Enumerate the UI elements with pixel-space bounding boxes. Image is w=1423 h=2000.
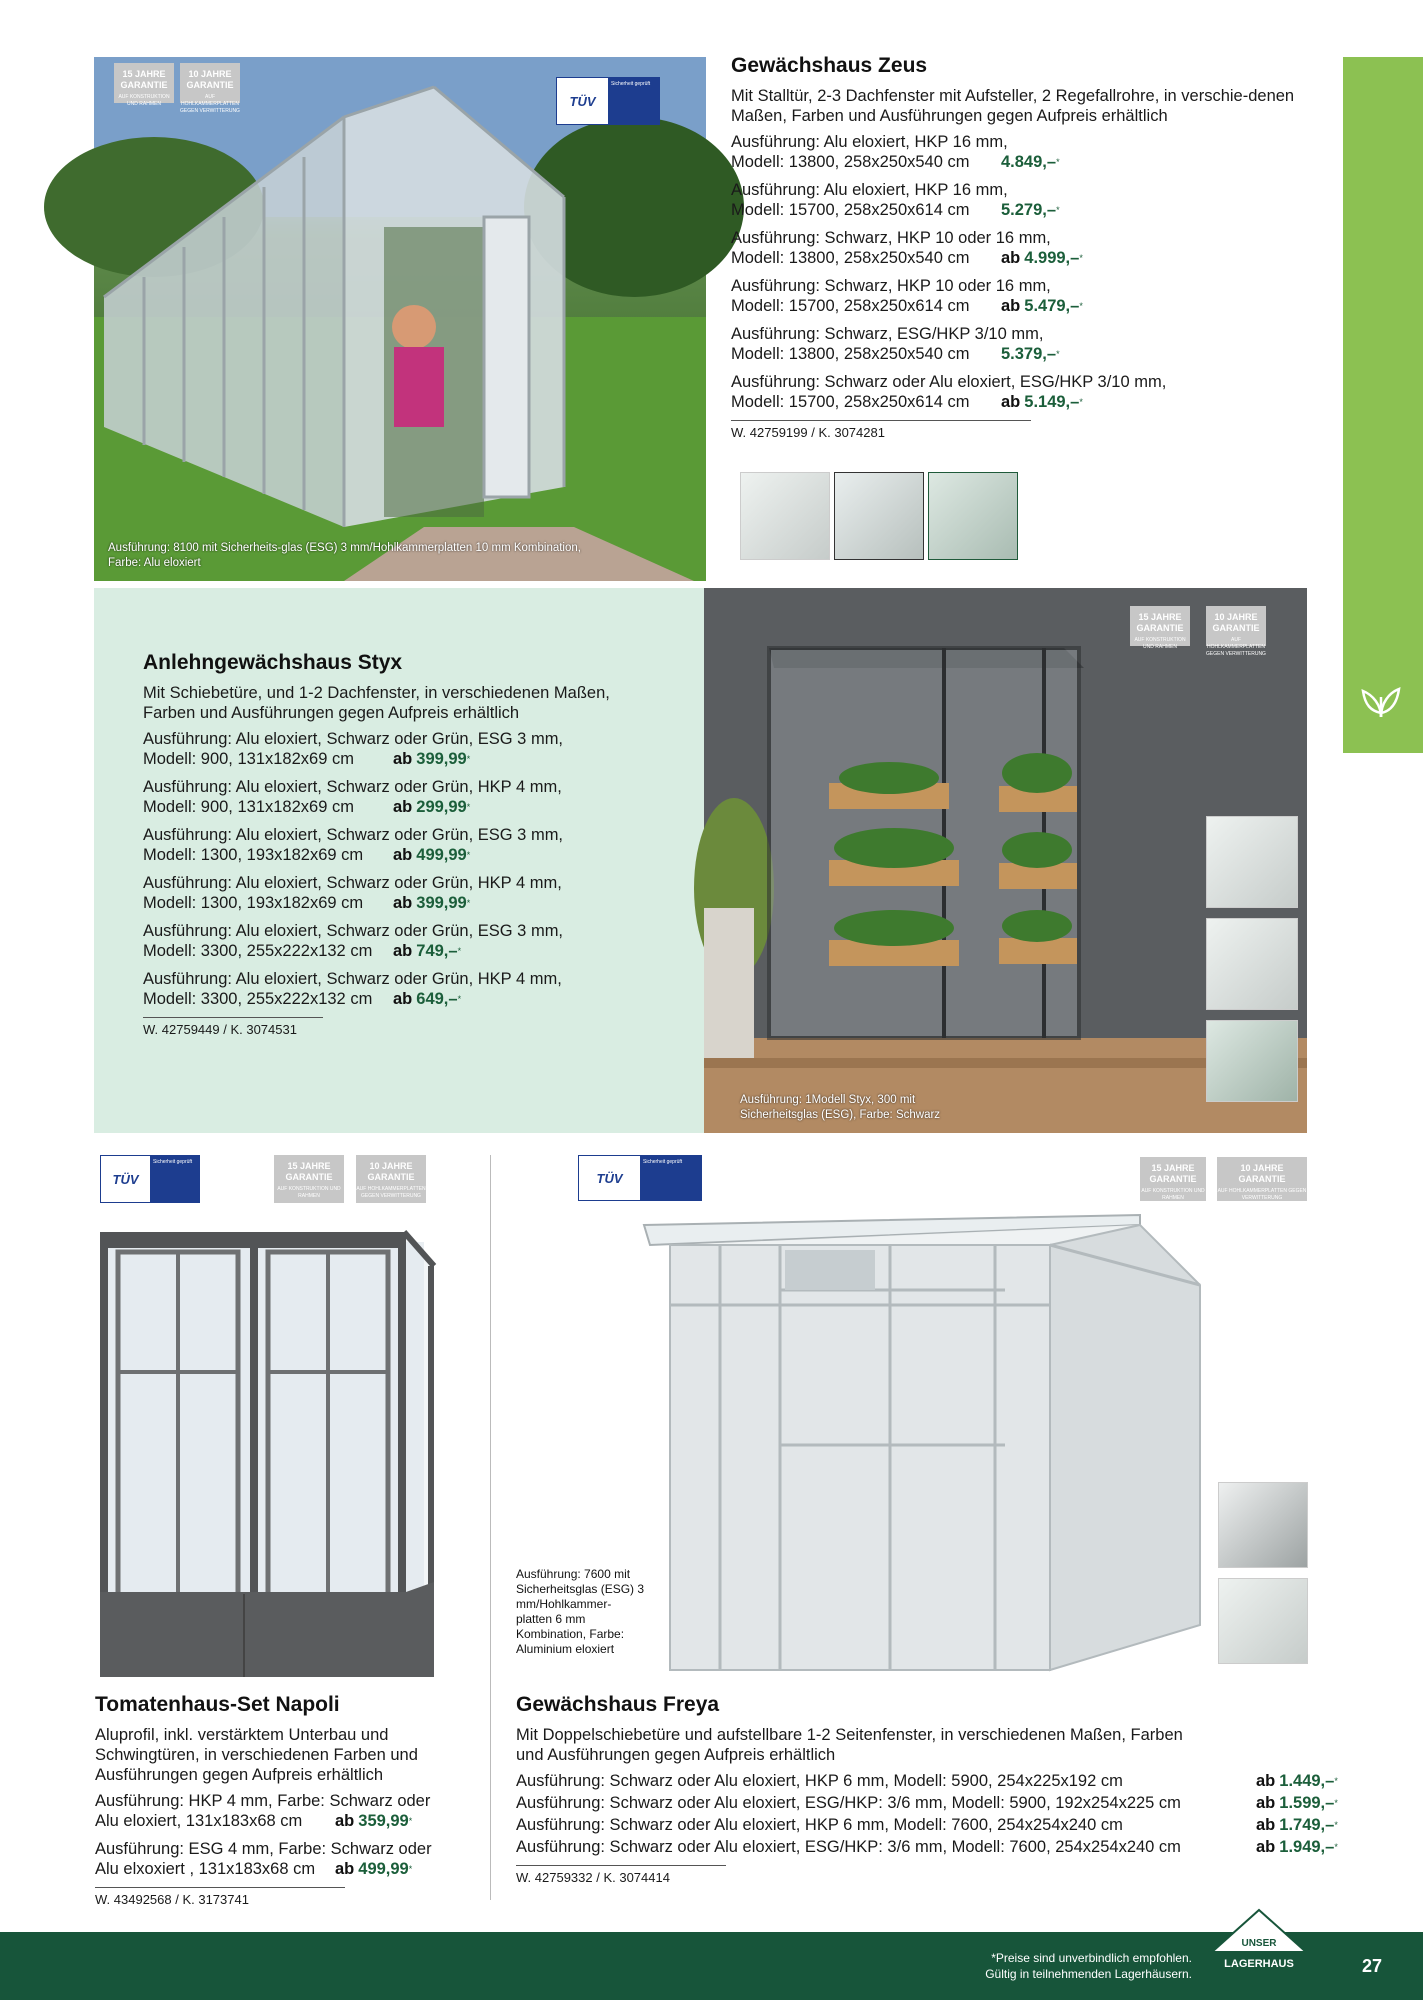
guarantee-15-badge: 15 JAHRE GARANTIE AUF KONSTRUKTION UND RAHMEN (1140, 1157, 1206, 1201)
column-divider (490, 1155, 491, 1900)
freya-thumb-2 (1218, 1578, 1308, 1664)
price-asterisk: * (466, 754, 471, 764)
variant-model-row (731, 248, 1311, 268)
variant-item (95, 1839, 475, 1879)
variant-model: Modell: 13800, 258x250x540 cm (731, 345, 970, 363)
price-asterisk: * (1334, 1776, 1338, 1786)
tuv-cert-text: Sicherheit geprüft (640, 1156, 701, 1200)
price-prefix: ab (393, 990, 413, 1008)
zeus-photo (94, 57, 706, 581)
freya-description: Mit Doppelschiebetüre und aufstellbare 1-2 Seitenfenster, in verschiedenen Maßen, Farben und Ausführungen gegen Aufpreis erhältlich (516, 1726, 1183, 1764)
variant-price: 399,99 (416, 750, 467, 768)
zeus-title: Gewächshaus Zeus (731, 54, 928, 77)
variant-price: 5.149,– (1024, 393, 1080, 411)
variant-price: 4.849,– (1001, 153, 1057, 171)
freya-greenhouse-illustration (640, 1205, 1210, 1675)
variant-price: 5.479,– (1024, 297, 1080, 315)
variant-item (731, 180, 1311, 220)
zeus-variants (731, 132, 1311, 412)
variant-spec: Ausführung: Alu eloxiert, Schwarz oder Grün, HKP 4 mm, (143, 874, 562, 892)
variant-item (143, 921, 663, 961)
variant-model: Modell: 15700, 258x250x614 cm (731, 297, 970, 315)
tuv-cert-text: Sicherheit geprüft (150, 1156, 199, 1202)
price-prefix: ab (1256, 1838, 1276, 1856)
variant-model-row (143, 989, 663, 1009)
variant-model-row (731, 152, 1311, 172)
price-asterisk: * (1334, 1798, 1338, 1808)
variant-model-row (143, 941, 663, 961)
freya-photo (516, 1205, 1210, 1675)
variant-spec: Ausführung: Alu eloxiert, HKP 16 mm, (731, 133, 1008, 151)
variant-model-row (143, 797, 663, 817)
variant-item (95, 1791, 475, 1831)
variant-price: 5.379,– (1001, 345, 1057, 363)
variant-price: 299,99 (416, 798, 467, 816)
variant-spec: Ausführung: Alu eloxiert, Schwarz oder Grün, HKP 4 mm, (143, 778, 562, 796)
guarantee-10-badge: 10 JAHRE GARANTIE AUF HOHLKAMMERPLATTEN GEGEN VERWITTERUNG (356, 1155, 426, 1203)
variant-model: Alu eloxiert, 131x183x68 cm (95, 1812, 303, 1830)
zeus-thumb-2 (834, 472, 924, 560)
tuv-logo: TÜV (569, 93, 596, 109)
variant-model-row (143, 893, 663, 913)
variant-spec: Ausführung: Schwarz oder Alu eloxiert, ESG/HKP: 3/6 mm, Modell: 5900, 192x254x225 cm (516, 1794, 1181, 1812)
price-asterisk: * (1334, 1842, 1338, 1852)
price-asterisk: * (466, 802, 471, 812)
variant-model: Modell: 900, 131x182x69 cm (143, 750, 354, 768)
variant-item (731, 276, 1311, 316)
leaf-icon (1359, 677, 1403, 721)
price-asterisk: * (1334, 1820, 1338, 1830)
styx-article-ref: W. 42759449 / K. 3074531 (143, 1017, 323, 1037)
variant-item (516, 1793, 1346, 1813)
variant-item (143, 825, 663, 865)
variant-item (143, 873, 663, 913)
variant-price: 749,– (416, 942, 458, 960)
variant-model: Modell: 3300, 255x222x132 cm (143, 990, 373, 1008)
variant-price: 1.949,– (1279, 1838, 1335, 1856)
guarantee-10-badge: 10 JAHRE GARANTIE AUF HOHLKAMMERPLATTEN GEGEN VERWITTERUNG (1217, 1157, 1307, 1201)
zeus-greenhouse-illustration (94, 57, 706, 581)
freya-title: Gewächshaus Freya (516, 1693, 720, 1716)
styx-photo (704, 588, 1307, 1133)
variant-spec: Ausführung: Alu eloxiert, Schwarz oder Grün, ESG 3 mm, (143, 922, 564, 940)
tuv-badge (100, 1155, 200, 1203)
variant-spec: Ausführung: Alu eloxiert, Schwarz oder Grün, HKP 4 mm, (143, 970, 562, 988)
zeus-photo-caption: Ausführung: 8100 mit Sicherheits-glas (ESG) 3 mm/Hohlkammerplatten 10 mm Kombination, Farbe: Alu eloxiert (108, 542, 581, 569)
variant-model: Modell: 900, 131x182x69 cm (143, 798, 354, 816)
tuv-badge (556, 77, 660, 125)
price-prefix: ab (393, 798, 413, 816)
variant-price: 399,99 (416, 894, 467, 912)
variant-spec: Ausführung: ESG 4 mm, Farbe: Schwarz oder (95, 1840, 432, 1858)
variant-model-row (143, 749, 663, 769)
variant-spec: Ausführung: Schwarz oder Alu eloxiert, ESG/HKP: 3/6 mm, Modell: 7600, 254x254x240 cm (516, 1838, 1181, 1856)
variant-model: Alu elxoxiert , 131x183x68 cm (95, 1860, 316, 1878)
zeus-thumb-1 (740, 472, 830, 560)
variant-price: 1.749,– (1279, 1816, 1335, 1834)
variant-price: 1.599,– (1279, 1794, 1335, 1812)
price-note (900, 1950, 1192, 1982)
zeus-article-ref: W. 42759199 / K. 3074281 (731, 420, 1031, 440)
guarantee-10-badge: 10 JAHRE GARANTIE AUF HOHLKAMMERPLATTEN GEGEN VERWITTERUNG (1206, 606, 1266, 646)
napoli-variants (95, 1791, 475, 1879)
styx-section (143, 651, 663, 1039)
variant-model-row (95, 1859, 475, 1879)
variant-spec: Ausführung: Schwarz, ESG/HKP 3/10 mm, (731, 325, 1044, 343)
price-prefix: ab (335, 1860, 355, 1878)
price-prefix: ab (335, 1812, 355, 1830)
price-asterisk: * (1079, 253, 1083, 263)
logo-bottom-text: LAGERHAUS (1224, 1958, 1294, 1970)
variant-spec: Ausführung: Schwarz oder Alu eloxiert, ESG/HKP 3/10 mm, (731, 373, 1167, 391)
price-asterisk: * (457, 946, 462, 956)
napoli-greenhouse-illustration (94, 1222, 436, 1682)
price-asterisk: * (1056, 205, 1060, 215)
price-prefix: ab (1256, 1772, 1276, 1790)
napoli-section (95, 1693, 475, 1909)
napoli-article-ref: W. 43492568 / K. 3173741 (95, 1887, 345, 1907)
variant-spec: Ausführung: Alu eloxiert, Schwarz oder Grün, ESG 3 mm, (143, 730, 564, 748)
tuv-badge (578, 1155, 702, 1201)
page-number: 27 (1362, 1956, 1383, 1976)
price-prefix: ab (1256, 1794, 1276, 1812)
styx-thumb-3 (1206, 1020, 1298, 1102)
variant-model: Modell: 1300, 193x182x69 cm (143, 894, 364, 912)
price-prefix: ab (1256, 1816, 1276, 1834)
guarantee-15-badge: 15 JAHRE GARANTIE AUF KONSTRUKTION UND RAHMEN (1130, 606, 1190, 646)
zeus-thumb-3 (928, 472, 1018, 560)
zeus-description: Mit Stalltür, 2-3 Dachfenster mit Aufsteller, 2 Regefallrohre, in verschie-denen Maßen, Farben und Ausführungen gegen Aufpreis erhältlich (731, 87, 1295, 125)
variant-price: 359,99 (358, 1812, 409, 1830)
variant-item (143, 729, 663, 769)
house-roof-icon (1210, 1908, 1308, 1994)
lagerhaus-logo (1210, 1908, 1308, 1994)
zeus-section (731, 54, 1311, 442)
styx-title: Anlehngewächshaus Styx (143, 651, 403, 674)
variant-item (516, 1771, 1346, 1791)
price-asterisk: * (1079, 397, 1083, 407)
price-asterisk: * (1079, 301, 1083, 311)
variant-price: 1.449,– (1279, 1772, 1335, 1790)
footer-bar (0, 1932, 1423, 2000)
price-prefix: ab (1001, 249, 1021, 267)
variant-spec: Ausführung: HKP 4 mm, Farbe: Schwarz oder (95, 1792, 431, 1810)
guarantee-10-badge: 10 JAHRE GARANTIE AUF HOHLKAMMERPLATTEN GEGEN VERWITTERUNG (180, 63, 240, 103)
tuv-logo: TÜV (112, 1171, 139, 1187)
variant-model: Modell: 1300, 193x182x69 cm (143, 846, 364, 864)
variant-model: Modell: 15700, 258x250x614 cm (731, 201, 970, 219)
freya-section (516, 1693, 1346, 1887)
price-note-line2: Gültig in teilnehmenden Lagerhäusern. (985, 1967, 1192, 1981)
variant-spec: Ausführung: Schwarz, HKP 10 oder 16 mm, (731, 277, 1051, 295)
price-note-line1: *Preise sind unverbindlich empfohlen. (991, 1951, 1192, 1965)
freya-variants (516, 1771, 1346, 1857)
category-tab (1343, 57, 1423, 753)
variant-item (516, 1837, 1346, 1857)
variant-item (731, 324, 1311, 364)
variant-item (516, 1815, 1346, 1835)
price-asterisk: * (457, 994, 462, 1004)
variant-item (731, 372, 1311, 412)
variant-model-row (731, 392, 1311, 412)
variant-spec: Ausführung: Alu eloxiert, Schwarz oder Grün, ESG 3 mm, (143, 826, 564, 844)
variant-item (731, 228, 1311, 268)
price-prefix: ab (393, 894, 413, 912)
price-asterisk: * (466, 898, 471, 908)
price-prefix: ab (393, 750, 413, 768)
styx-description: Mit Schiebetüre, und 1-2 Dachfenster, in verschiedenen Maßen, Farben und Ausführungen gegen Aufpreis erhältlich (143, 684, 610, 722)
variant-item (143, 969, 663, 1009)
tuv-logo: TÜV (596, 1170, 623, 1186)
price-asterisk: * (466, 850, 471, 860)
variant-price: 499,99 (358, 1860, 409, 1878)
price-asterisk: * (408, 1864, 413, 1874)
variant-model: Modell: 13800, 258x250x540 cm (731, 249, 970, 267)
tuv-cert-text: Sicherheit geprüft (608, 78, 659, 124)
variant-spec: Ausführung: Schwarz, HKP 10 oder 16 mm, (731, 229, 1051, 247)
styx-variants (143, 729, 663, 1009)
variant-model-row (95, 1811, 475, 1831)
variant-spec: Ausführung: Alu eloxiert, HKP 16 mm, (731, 181, 1008, 199)
variant-price: 5.279,– (1001, 201, 1057, 219)
freya-article-ref: W. 42759332 / K. 3074414 (516, 1865, 726, 1885)
styx-thumb-2 (1206, 918, 1298, 1010)
price-asterisk: * (408, 1816, 413, 1826)
napoli-photo (94, 1222, 436, 1682)
variant-model: Modell: 13800, 258x250x540 cm (731, 153, 970, 171)
napoli-description: Aluprofil, inkl. verstärktem Unterbau und Schwingtüren, in verschiedenen Farben und Ausführungen gegen Aufpreis erhältlich (95, 1726, 418, 1784)
price-asterisk: * (1056, 349, 1060, 359)
guarantee-15-badge: 15 JAHRE GARANTIE AUF KONSTRUKTION UND RAHMEN (114, 63, 174, 103)
variant-item (143, 777, 663, 817)
variant-item (731, 132, 1311, 172)
napoli-badges (94, 1155, 434, 1205)
logo-top-text: UNSER (1241, 1938, 1277, 1949)
variant-price: 649,– (416, 990, 458, 1008)
price-prefix: ab (1001, 297, 1021, 315)
variant-model-row (143, 845, 663, 865)
variant-model: Modell: 15700, 258x250x614 cm (731, 393, 970, 411)
styx-thumb-1 (1206, 816, 1298, 908)
napoli-title: Tomatenhaus-Set Napoli (95, 1693, 340, 1716)
price-prefix: ab (393, 846, 413, 864)
variant-price: 4.999,– (1024, 249, 1080, 267)
guarantee-15-badge: 15 JAHRE GARANTIE AUF KONSTRUKTION UND RAHMEN (274, 1155, 344, 1203)
variant-price: 499,99 (416, 846, 467, 864)
variant-model: Modell: 3300, 255x222x132 cm (143, 942, 373, 960)
price-prefix: ab (1001, 393, 1021, 411)
freya-photo-caption: Ausführung: 7600 mit Sicherheitsglas (ESG) 3 mm/Hohlkammer-platten 6 mm Kombination, Farbe: Aluminium eloxiert (516, 1567, 645, 1656)
price-prefix: ab (393, 942, 413, 960)
styx-photo-caption: Ausführung: 1Modell Styx, 300 mit Sicherheitsglas (ESG), Farbe: Schwarz (740, 1094, 941, 1121)
variant-model-row (731, 296, 1311, 316)
freya-thumb-1 (1218, 1482, 1308, 1568)
variant-spec: Ausführung: Schwarz oder Alu eloxiert, HKP 6 mm, Modell: 5900, 254x225x192 cm (516, 1772, 1123, 1790)
price-asterisk: * (1056, 157, 1060, 167)
variant-model-row (731, 200, 1311, 220)
variant-spec: Ausführung: Schwarz oder Alu eloxiert, HKP 6 mm, Modell: 7600, 254x254x240 cm (516, 1816, 1123, 1834)
variant-model-row (731, 344, 1311, 364)
